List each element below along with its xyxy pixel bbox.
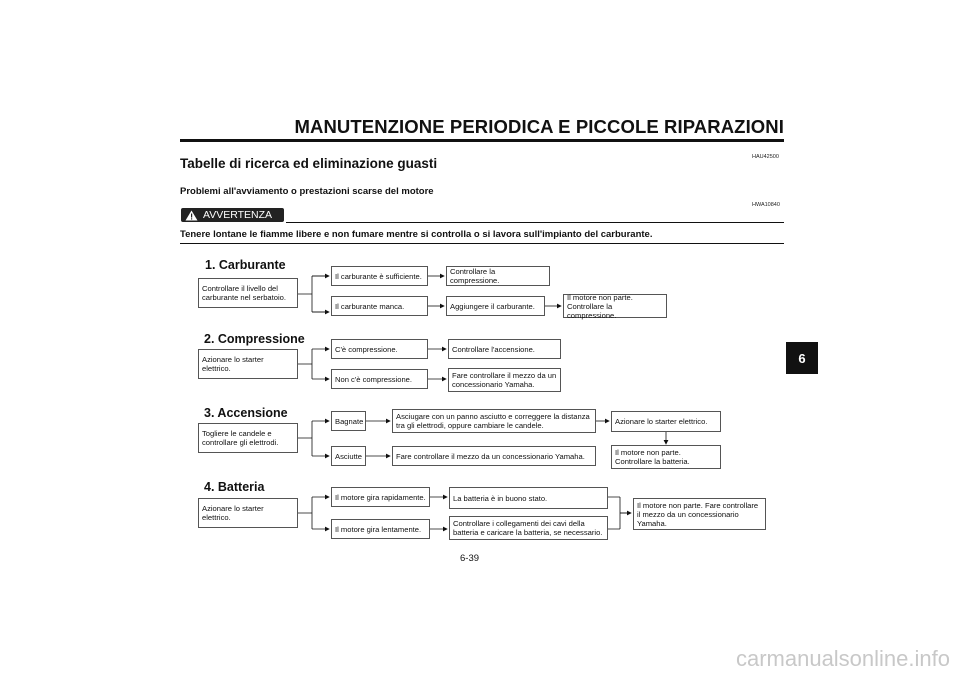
group-ignition-title: 3. Accensione <box>204 406 288 420</box>
fuel-start-box: Controllare il livello del carburante nel serbatoio. <box>198 278 298 308</box>
fuel-no-result-box: Il motore non parte. Controllare la compressione. <box>563 294 667 318</box>
fuel-yes-box: Il carburante è sufficiente. <box>331 266 428 286</box>
ignition-retry-box: Azionare lo starter elettrico. <box>611 411 721 432</box>
section-title: Tabelle di ricerca ed eliminazione guasti <box>180 156 438 171</box>
ignition-wet-box: Bagnate <box>331 411 366 431</box>
fuel-yes-action-box: Controllare la compressione. <box>446 266 550 286</box>
ignition-dry-box: Asciutte <box>331 446 366 466</box>
compression-yes-box: C'è compressione. <box>331 339 428 359</box>
ignition-result-box: Il motore non parte. Controllare la batteria. <box>611 445 721 469</box>
compression-yes-action-box: Controllare l'accensione. <box>448 339 561 359</box>
page-header-title: MANUTENZIONE PERIODICA E PICCOLE RIPARAZIONI <box>294 116 784 137</box>
battery-slow-box: Il motore gira lentamente. <box>331 519 430 539</box>
ignition-wet-action-box: Asciugare con un panno asciutto e correggere la distanza tra gli elettrodi, oppure cambiare le candele. <box>392 409 596 433</box>
group-compression-title: 2. Compressione <box>204 332 305 346</box>
compression-start-box: Azionare lo starter elettrico. <box>198 349 298 379</box>
battery-fast-box: Il motore gira rapidamente. <box>331 487 430 507</box>
watermark: carmanualsonline.info <box>735 646 950 671</box>
warning-label: AVVERTENZA <box>203 209 273 221</box>
ignition-start-box: Togliere le candele e controllare gli elettrodi. <box>198 423 298 453</box>
warning-text: Tenere lontane le fiamme libere e non fumare mentre si controlla o si lavora sull'impianto del carburante. <box>180 229 653 240</box>
ignition-dry-action-box: Fare controllare il mezzo da un concessionario Yamaha. <box>392 446 596 466</box>
warning-code: HWA10840 <box>752 202 780 208</box>
section-code: HAU42500 <box>752 154 779 160</box>
page-number: 6-39 <box>460 553 480 564</box>
battery-slow-action-box: Controllare i collegamenti dei cavi della batteria e caricare la batteria, se necessario. <box>449 516 608 540</box>
battery-start-box: Azionare lo starter elettrico. <box>198 498 298 528</box>
chapter-tab: 6 <box>786 342 818 374</box>
battery-fast-action-box: La batteria è in buono stato. <box>449 487 608 509</box>
compression-no-action-box: Fare controllare il mezzo da un concessionario Yamaha. <box>448 368 561 392</box>
compression-no-box: Non c'è compressione. <box>331 369 428 389</box>
fuel-no-action-box: Aggiungere il carburante. <box>446 296 545 316</box>
fuel-no-box: Il carburante manca. <box>331 296 428 316</box>
battery-result-box: Il motore non parte. Fare controllare il mezzo da un concessionario Yamaha. <box>633 498 766 530</box>
subsection-title: Problemi all'avviamento o prestazioni scarse del motore <box>180 186 434 197</box>
group-fuel-title: 1. Carburante <box>205 258 286 272</box>
group-battery-title: 4. Batteria <box>204 480 265 494</box>
